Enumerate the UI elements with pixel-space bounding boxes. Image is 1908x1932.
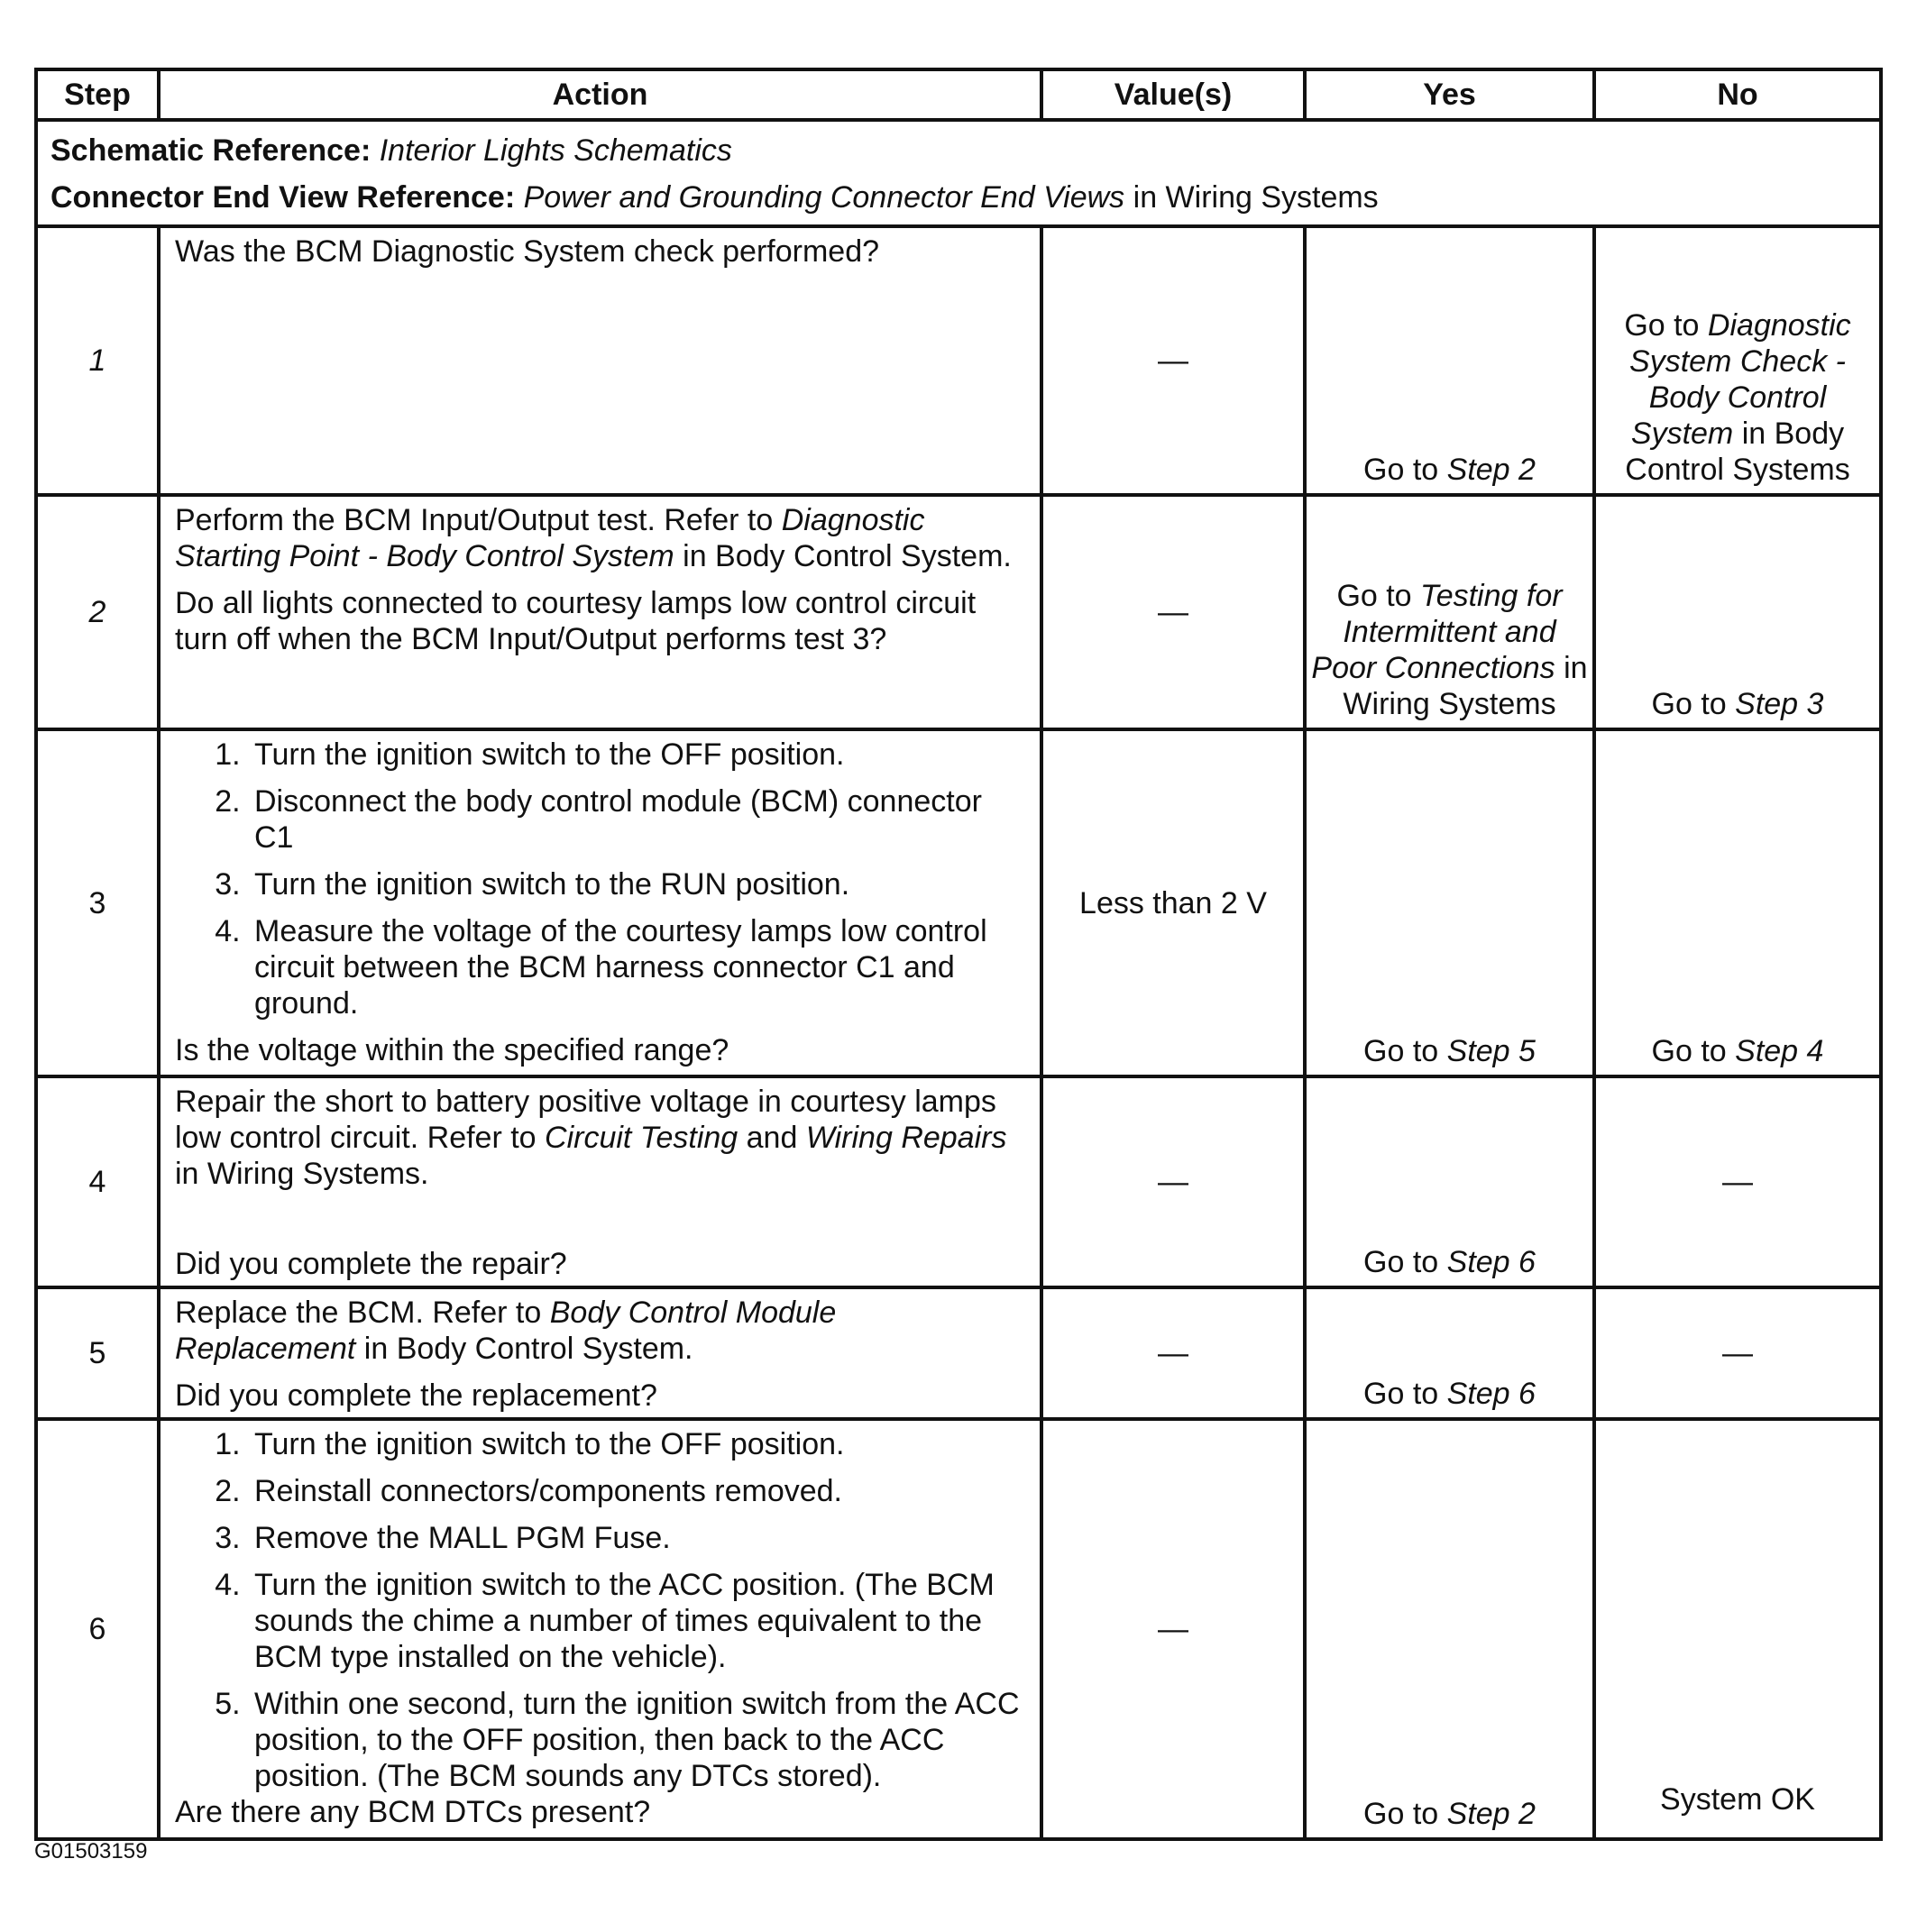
action-text: Was the BCM Diagnostic System check performed? (175, 234, 880, 269)
yes-prefix: Go to (1363, 453, 1447, 487)
schematic-reference-label: Schematic Reference: (50, 133, 372, 168)
reference-row (36, 120, 1881, 226)
action-text: in Body Control System. (674, 539, 1012, 573)
step-number: 3 (36, 729, 159, 1076)
action-question: Did you complete the replacement? (175, 1378, 657, 1413)
step-number: 4 (36, 1076, 159, 1287)
procedure-item: 3. Turn the ignition switch to the RUN position. (249, 866, 1025, 902)
value-cell: — (1041, 226, 1305, 495)
procedure-list (175, 737, 1025, 1021)
procedure-item: 5. Within one second, turn the ignition switch from the ACC position, to the OFF position, then back to the ACC position. (The BCM sounds any DTCs stored). (249, 1686, 1025, 1794)
action-question: Did you complete the repair? (175, 1247, 567, 1281)
no-cell: — (1594, 1076, 1881, 1287)
reference-cell (36, 120, 1881, 226)
action-question: Is the voltage within the specified range? (175, 1033, 729, 1067)
no-prefix: Go to (1651, 1034, 1736, 1068)
schematic-reference-value: Interior Lights Schematics (379, 133, 732, 168)
yes-suffix: in Wiring Systems (1343, 651, 1588, 721)
value-cell: — (1041, 1076, 1305, 1287)
connector-reference-label: Connector End View Reference: (50, 180, 516, 215)
step-number: 1 (36, 226, 159, 495)
table-row (36, 226, 1881, 495)
header-step: Step (36, 69, 159, 120)
value-cell: Less than 2 V (1041, 729, 1305, 1076)
action-cell (159, 1419, 1041, 1839)
yes-cell (1305, 1076, 1594, 1287)
action-reference: Circuit Testing (545, 1121, 738, 1155)
action-reference: Wiring Repairs (805, 1121, 1007, 1155)
action-reference: Body Control Module Replacement (175, 1296, 837, 1366)
yes-cell (1305, 495, 1594, 729)
yes-link: Step 5 (1446, 1034, 1536, 1068)
header-action: Action (159, 69, 1041, 120)
action-instruction (175, 1084, 1025, 1192)
step-number: 6 (36, 1419, 159, 1839)
yes-cell (1305, 226, 1594, 495)
no-cell: — (1594, 1287, 1881, 1419)
action-cell (159, 226, 1041, 495)
action-text: and (738, 1121, 806, 1155)
no-link: Step 3 (1735, 687, 1824, 721)
no-prefix: Go to (1651, 687, 1736, 721)
action-text: Repair the short to battery positive voltage in courtesy lamps low control circuit. Refer to (175, 1085, 996, 1155)
connector-reference-value: Power and Grounding Connector End Views (523, 180, 1125, 215)
value-cell: — (1041, 1287, 1305, 1419)
schematic-reference (50, 127, 1867, 174)
yes-prefix: Go to (1363, 1797, 1447, 1831)
no-cell (1594, 729, 1881, 1076)
yes-prefix: Go to (1363, 1377, 1447, 1411)
yes-prefix: Go to (1336, 579, 1421, 613)
procedure-item: 1. Turn the ignition switch to the OFF position. (249, 737, 1025, 773)
header-yes: Yes (1305, 69, 1594, 120)
yes-cell (1305, 1419, 1594, 1839)
connector-reference (50, 174, 1867, 221)
yes-prefix: Go to (1363, 1245, 1447, 1279)
yes-link: Testing for Intermittent and Poor Connections (1311, 579, 1563, 685)
no-suffix: in Body Control Systems (1625, 417, 1850, 487)
procedure-item: 2. Disconnect the body control module (BCM) connector C1 (249, 783, 1025, 856)
yes-link: Step 2 (1446, 1797, 1536, 1831)
action-cell (159, 1076, 1041, 1287)
no-cell (1594, 226, 1881, 495)
figure-id: G01503159 (34, 1839, 148, 1863)
action-instruction (175, 502, 1025, 574)
table-row (36, 1076, 1881, 1287)
table-row (36, 1287, 1881, 1419)
procedure-item: 4. Measure the voltage of the courtesy lamps low control circuit between the BCM harness connector C1 and ground. (249, 913, 1025, 1021)
action-text: Perform the BCM Input/Output test. Refer to (175, 503, 782, 537)
action-question: Are there any BCM DTCs present? (175, 1795, 651, 1829)
header-row (36, 69, 1881, 120)
procedure-item: 1. Turn the ignition switch to the OFF position. (249, 1426, 1025, 1462)
no-cell: System OK (1594, 1419, 1881, 1839)
yes-cell (1305, 1287, 1594, 1419)
action-cell (159, 1287, 1041, 1419)
yes-link: Step 6 (1446, 1377, 1536, 1411)
procedure-item: 2. Reinstall connectors/components removed. (249, 1473, 1025, 1509)
yes-prefix: Go to (1363, 1034, 1447, 1068)
yes-link: Step 6 (1446, 1245, 1536, 1279)
step-number: 2 (36, 495, 159, 729)
step-number: 5 (36, 1287, 159, 1419)
action-text: in Body Control System. (355, 1332, 693, 1366)
action-question: Do all lights connected to courtesy lamps low control circuit turn off when the BCM Input/Output performs test 3? (175, 586, 977, 656)
procedure-item: 3. Remove the MALL PGM Fuse. (249, 1520, 1025, 1556)
table-row (36, 1419, 1881, 1839)
no-cell (1594, 495, 1881, 729)
yes-cell (1305, 729, 1594, 1076)
no-link: Step 4 (1735, 1034, 1824, 1068)
header-no: No (1594, 69, 1881, 120)
yes-link: Step 2 (1446, 453, 1536, 487)
action-instruction (175, 1295, 1025, 1367)
action-text: Replace the BCM. Refer to (175, 1296, 550, 1330)
procedure-item: 4. Turn the ignition switch to the ACC position. (The BCM sounds the chime a number of times equivalent to the BCM type installed on the vehicle). (249, 1567, 1025, 1675)
value-cell: — (1041, 495, 1305, 729)
procedure-list (175, 1426, 1025, 1794)
value-cell: — (1041, 1419, 1305, 1839)
action-text: in Wiring Systems. (175, 1157, 429, 1191)
action-cell (159, 729, 1041, 1076)
diagnostic-table (34, 68, 1883, 1841)
table-row (36, 495, 1881, 729)
table-row (36, 729, 1881, 1076)
action-cell (159, 495, 1041, 729)
action-reference: Diagnostic Starting Point - Body Control System (175, 503, 925, 573)
header-values: Value(s) (1041, 69, 1305, 120)
no-prefix: Go to (1624, 308, 1708, 343)
connector-reference-suffix: in Wiring Systems (1124, 180, 1379, 215)
no-link: Diagnostic System Check - Body Control System (1629, 308, 1851, 451)
